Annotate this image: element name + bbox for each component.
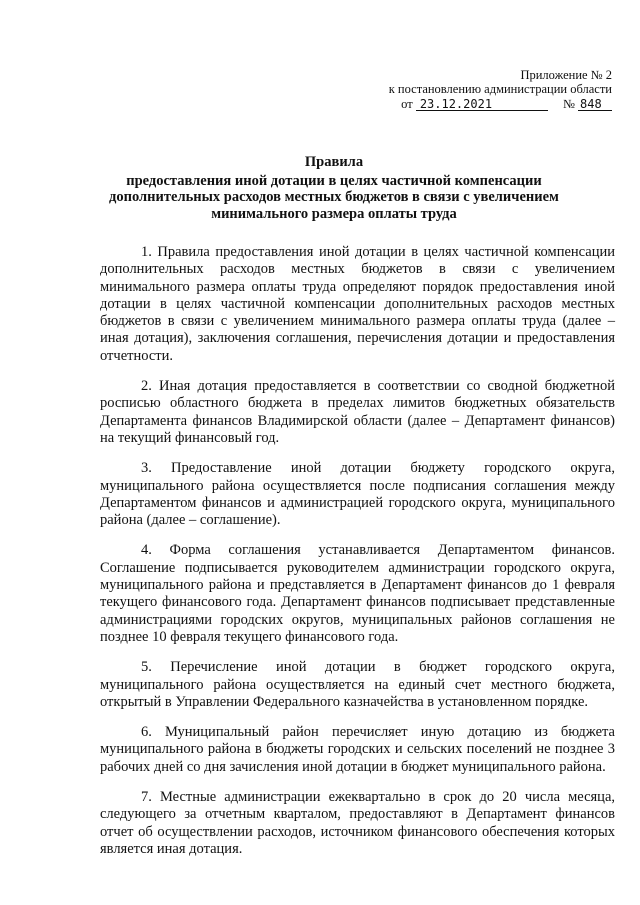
paragraph-3: 3. Предоставление иной дотации бюджету городского округа, муниципального района осуществляется после подписания соглашения между Департаментом финансов и администрацией городского округа, муниципального района (далее – соглашение). <box>100 460 615 529</box>
paragraph-4: 4. Форма соглашения устанавливается Департаментом финансов. Соглашение подписывается руководителем администрации городского округа, муниципального района и представляется в Департамент финансов до 1 февраля текущего финансового года. Департамент финансов подписывает представленные администрациями городских округов, муниципальных районов соглашения не позднее 10 февраля текущего финансового года. <box>100 542 615 645</box>
appendix-title: Приложение № 2 <box>520 68 612 82</box>
paragraph-1: 1. Правила предоставления иной дотации в целях частичной компенсации дополнительных расходов местных бюджетов в связи с увеличением минимального размера оплаты труда определяют порядок предоставления иной дотации в целях частичной компенсации дополнительных расходов местных бюджетов в связи с увеличением минимального размера оплаты труда (далее – иная дотация), заключения соглашения, перечисления дотации и предоставления отчетности. <box>100 244 615 364</box>
heading-subtitle: предоставления иной дотации в целях частичной компенсации дополнительных расходов местных бюджетов в связи с увеличением минимального размера оплаты труда <box>109 172 559 222</box>
document-date: 23.12.2021 <box>416 98 548 111</box>
document-heading <box>82 154 586 222</box>
document-number: 848 <box>578 98 612 111</box>
appendix-reference: к постановлению администрации области <box>388 82 612 96</box>
appendix-date-line <box>389 97 612 111</box>
paragraph-2: 2. Иная дотация предоставляется в соответствии со сводной бюджетной росписью областного бюджета в пределах лимитов бюджетных обязательств Департамента финансов Владимирской области (далее – Департамент финансов) на текущий финансовый год. <box>100 378 615 446</box>
document-body <box>100 244 615 871</box>
paragraph-6: 6. Муниципальный район перечисляет иную дотацию из бюджета муниципального района в бюджеты городских и сельских поселений не позднее 3 рабочих дней со дня зачисления иной дотации в бюджет муниципального района. <box>100 724 615 775</box>
paragraph-7: 7. Местные администрации ежеквартально в срок до 20 числа месяца, следующего за отчетным кварталом, предоставляют в Департамент финансов отчет об осуществлении расходов, источником финансового обеспечения которых является иная дотация. <box>100 789 615 857</box>
paragraph-5: 5. Перечисление иной дотации в бюджет городского округа, муниципального района осуществляется на единый счет местного бюджета, открытый в Управлении Федерального казначейства в установленном порядке. <box>100 659 615 710</box>
number-prefix: № <box>562 97 575 111</box>
appendix-block <box>389 68 612 111</box>
date-prefix: от <box>401 97 413 111</box>
heading-title: Правила <box>304 154 364 170</box>
